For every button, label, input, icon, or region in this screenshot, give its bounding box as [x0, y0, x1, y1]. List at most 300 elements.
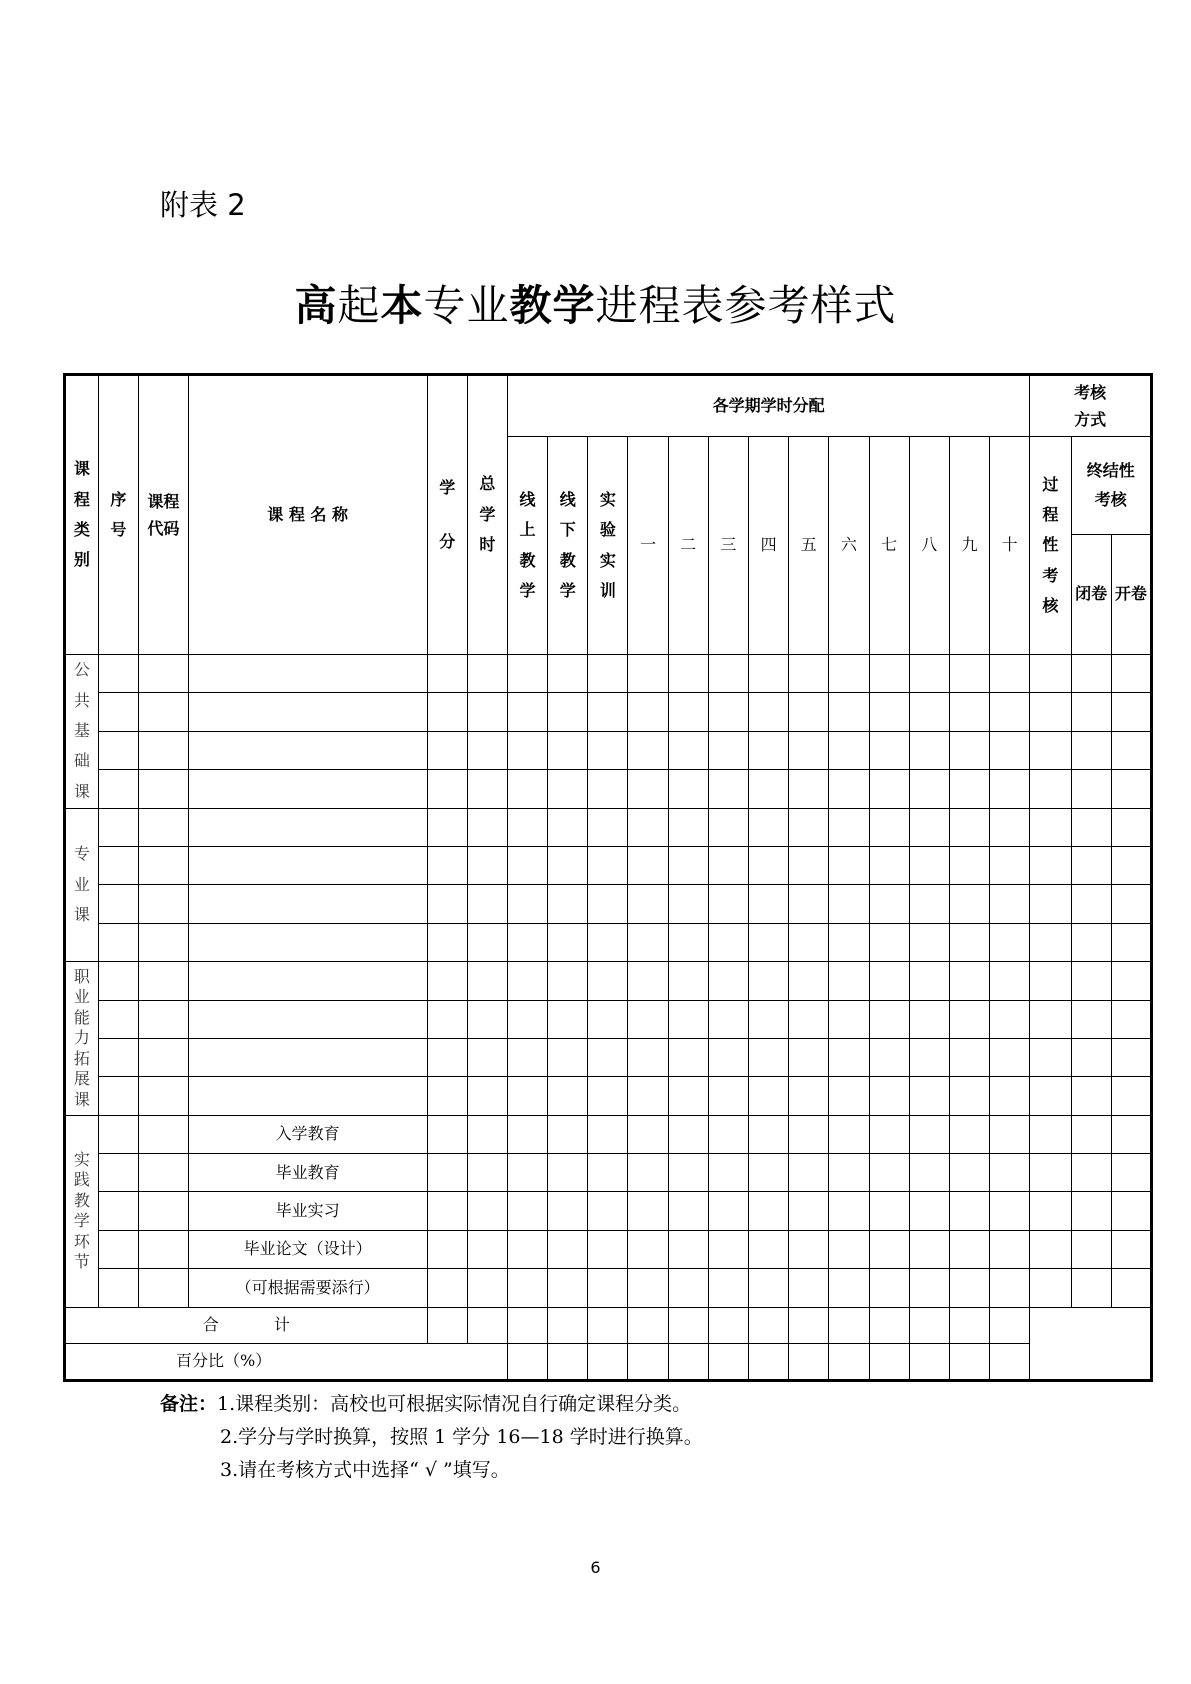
table-cell — [548, 1154, 588, 1192]
table-cell — [467, 1000, 507, 1038]
table-cell — [1071, 1154, 1111, 1192]
table-cell — [139, 1154, 189, 1192]
table-cell — [548, 962, 588, 1000]
table-cell — [507, 808, 547, 846]
table-cell — [588, 693, 628, 731]
table-cell — [139, 731, 189, 769]
table-cell — [1030, 962, 1071, 1000]
table-cell — [1111, 923, 1151, 961]
table-cell — [949, 846, 989, 884]
table-cell — [507, 1000, 547, 1038]
table-cell — [588, 1038, 628, 1076]
table-cell — [98, 655, 138, 693]
table-row — [65, 808, 1152, 846]
table-cell — [990, 1077, 1030, 1115]
table-cell — [829, 1038, 869, 1076]
table-cell — [139, 846, 189, 884]
table-cell — [588, 1343, 628, 1380]
table-cell — [628, 808, 668, 846]
header-lab: 实验实训 — [588, 437, 628, 655]
table-cell — [628, 1000, 668, 1038]
table-cell — [139, 1192, 189, 1230]
table-cell — [990, 846, 1030, 884]
table-cell — [467, 808, 507, 846]
table-cell — [548, 693, 588, 731]
table-cell — [749, 962, 789, 1000]
header-open-book: 开卷 — [1111, 535, 1151, 655]
table-cell — [467, 1192, 507, 1230]
category-label: 公共基础课 — [65, 655, 99, 809]
table-row — [65, 1077, 1152, 1115]
header-assessment: 考核方式 — [1030, 375, 1152, 437]
table-cell — [708, 1307, 748, 1343]
table-cell — [467, 731, 507, 769]
course-name-cell: 毕业教育 — [188, 1154, 427, 1192]
table-cell — [749, 1307, 789, 1343]
table-cell — [548, 923, 588, 961]
page-number: 6 — [590, 1558, 601, 1577]
table-cell — [749, 808, 789, 846]
table-cell — [990, 1343, 1030, 1380]
table-cell — [869, 770, 909, 808]
table-cell — [708, 923, 748, 961]
table-cell — [588, 1192, 628, 1230]
category-label: 职业能力拓展课 — [65, 962, 99, 1116]
table-cell — [829, 1230, 869, 1268]
table-cell — [789, 731, 829, 769]
table-cell — [628, 1038, 668, 1076]
course-name-cell — [188, 923, 427, 961]
table-cell — [949, 1269, 989, 1307]
table-cell — [628, 1154, 668, 1192]
table-cell — [1030, 655, 1071, 693]
table-cell — [548, 655, 588, 693]
course-name-cell — [188, 962, 427, 1000]
table-cell — [588, 655, 628, 693]
total-label: 合 计 — [65, 1307, 428, 1343]
table-cell — [139, 770, 189, 808]
table-cell — [668, 1154, 708, 1192]
table-cell — [869, 655, 909, 693]
table-cell — [507, 1192, 547, 1230]
table-cell — [789, 1154, 829, 1192]
table-cell — [749, 770, 789, 808]
table-cell — [749, 846, 789, 884]
table-row — [65, 962, 1152, 1000]
table-cell — [869, 1077, 909, 1115]
header-semester: 八 — [909, 437, 949, 655]
table-cell — [98, 1154, 138, 1192]
table-cell — [427, 1269, 467, 1307]
table-cell — [909, 808, 949, 846]
table-cell — [98, 962, 138, 1000]
table-cell — [789, 808, 829, 846]
table-cell — [749, 731, 789, 769]
table-cell — [1111, 1038, 1151, 1076]
table-cell — [990, 1307, 1030, 1343]
table-cell — [829, 846, 869, 884]
table-cell — [1111, 1230, 1151, 1268]
table-cell — [1071, 1038, 1111, 1076]
table-cell — [869, 808, 909, 846]
title-part: 起 — [337, 281, 381, 330]
table-row — [65, 885, 1152, 923]
table-cell — [628, 655, 668, 693]
table-cell — [467, 1077, 507, 1115]
table-cell — [98, 1077, 138, 1115]
course-name-cell — [188, 693, 427, 731]
header-final-assessment: 终结性考核 — [1071, 437, 1152, 535]
table-cell — [668, 846, 708, 884]
table-cell — [139, 1115, 189, 1153]
table-cell — [98, 731, 138, 769]
table-cell — [829, 1307, 869, 1343]
table-cell — [829, 770, 869, 808]
table-cell — [1030, 1154, 1071, 1192]
table-cell — [1071, 693, 1111, 731]
table-cell — [990, 1000, 1030, 1038]
table-cell — [909, 655, 949, 693]
table-cell — [588, 1000, 628, 1038]
table-cell — [1111, 885, 1151, 923]
table-cell — [909, 1038, 949, 1076]
table-cell — [668, 1077, 708, 1115]
table-cell — [588, 808, 628, 846]
table-cell — [1030, 846, 1071, 884]
table-cell — [749, 1343, 789, 1380]
note-item: 1.课程类别：高校也可根据实际情况自行确定课程分类。 — [217, 1393, 692, 1415]
table-row — [65, 1230, 1152, 1268]
table-cell — [990, 1154, 1030, 1192]
header-online: 线上教学 — [507, 437, 547, 655]
category-label: 实践教学环节 — [65, 1115, 99, 1307]
course-name-cell — [188, 1000, 427, 1038]
header-category: 课程类别 — [65, 375, 99, 655]
header-semester: 三 — [708, 437, 748, 655]
table-cell — [1111, 962, 1151, 1000]
table-cell — [467, 923, 507, 961]
header-total-hours: 总学时 — [467, 375, 507, 655]
course-name-cell — [188, 808, 427, 846]
table-cell — [829, 885, 869, 923]
table-cell — [98, 1192, 138, 1230]
table-cell — [990, 923, 1030, 961]
table-cell — [427, 1154, 467, 1192]
table-cell — [869, 1343, 909, 1380]
table-cell — [949, 1343, 989, 1380]
table-cell — [708, 1343, 748, 1380]
table-cell — [990, 1269, 1030, 1307]
page-title — [0, 273, 1191, 333]
table-cell — [588, 1307, 628, 1343]
table-cell — [1111, 1154, 1151, 1192]
table-cell — [588, 885, 628, 923]
table-cell — [467, 846, 507, 884]
table-row — [65, 1038, 1152, 1076]
table-cell — [98, 693, 138, 731]
table-cell — [427, 923, 467, 961]
table-cell — [628, 693, 668, 731]
table-cell — [1111, 693, 1151, 731]
table-cell — [708, 1192, 748, 1230]
table-cell — [588, 1115, 628, 1153]
table-cell — [139, 962, 189, 1000]
notes-label: 备注： — [160, 1393, 218, 1415]
table-cell — [98, 846, 138, 884]
table-cell — [949, 731, 989, 769]
course-name-cell — [188, 731, 427, 769]
table-cell — [949, 1307, 989, 1343]
table-cell — [427, 1115, 467, 1153]
table-cell — [1111, 846, 1151, 884]
table-cell — [909, 693, 949, 731]
table-cell — [789, 885, 829, 923]
table-cell — [628, 1115, 668, 1153]
table-cell — [427, 846, 467, 884]
table-cell — [628, 885, 668, 923]
header-semester: 四 — [749, 437, 789, 655]
table-cell — [588, 1077, 628, 1115]
table-cell — [668, 1192, 708, 1230]
table-cell — [139, 808, 189, 846]
table-cell — [949, 1154, 989, 1192]
course-name-cell — [188, 846, 427, 884]
table-cell — [467, 1230, 507, 1268]
table-cell — [909, 770, 949, 808]
total-row — [65, 1307, 1152, 1343]
table-cell — [668, 693, 708, 731]
table-cell — [548, 1077, 588, 1115]
table-cell — [507, 1154, 547, 1192]
table-cell — [668, 1269, 708, 1307]
header-code: 课程代码 — [139, 375, 189, 655]
table-cell — [628, 1307, 668, 1343]
header-semester: 五 — [789, 437, 829, 655]
table-cell — [139, 1230, 189, 1268]
table-cell — [990, 1115, 1030, 1153]
table-cell — [909, 1230, 949, 1268]
table-cell — [829, 1154, 869, 1192]
header-closed-book: 闭卷 — [1071, 535, 1111, 655]
table-cell — [869, 846, 909, 884]
table-cell — [789, 1307, 829, 1343]
table-row — [65, 770, 1152, 808]
table-cell — [909, 1307, 949, 1343]
table-row — [65, 655, 1152, 693]
table-cell — [949, 1230, 989, 1268]
table-cell — [427, 885, 467, 923]
table-cell — [1071, 808, 1111, 846]
table-cell — [990, 693, 1030, 731]
teaching-plan-table — [63, 373, 1153, 1382]
table-cell — [588, 846, 628, 884]
table-cell — [588, 1230, 628, 1268]
table-cell — [708, 808, 748, 846]
table-cell — [98, 1230, 138, 1268]
table-cell — [869, 1269, 909, 1307]
header-semester: 六 — [829, 437, 869, 655]
table-cell — [467, 1115, 507, 1153]
table-cell — [507, 1343, 547, 1380]
table-cell — [708, 1115, 748, 1153]
table-cell — [869, 923, 909, 961]
course-name-cell: 毕业实习 — [188, 1192, 427, 1230]
table-cell — [588, 1269, 628, 1307]
table-cell — [1111, 770, 1151, 808]
table-cell — [749, 1000, 789, 1038]
table-cell — [427, 962, 467, 1000]
table-cell — [829, 693, 869, 731]
percent-label: 百分比（%） — [65, 1343, 508, 1380]
table-cell — [467, 655, 507, 693]
table-cell — [1111, 808, 1151, 846]
table-cell — [1030, 731, 1071, 769]
table-cell — [789, 1343, 829, 1380]
table-cell — [708, 885, 748, 923]
course-name-cell — [188, 655, 427, 693]
table-row — [65, 1000, 1152, 1038]
table-cell — [139, 655, 189, 693]
table-cell — [427, 1077, 467, 1115]
table-cell — [949, 885, 989, 923]
table-cell — [708, 1230, 748, 1268]
table-cell — [909, 1343, 949, 1380]
table-cell — [909, 846, 949, 884]
header-semester: 一 — [628, 437, 668, 655]
table-cell — [98, 1269, 138, 1307]
table-cell — [548, 1343, 588, 1380]
table-cell — [139, 1077, 189, 1115]
table-cell — [507, 885, 547, 923]
table-cell — [427, 1230, 467, 1268]
table-cell — [1071, 1230, 1111, 1268]
table-cell — [708, 693, 748, 731]
table-cell — [628, 731, 668, 769]
table-cell — [789, 923, 829, 961]
table-cell — [548, 1115, 588, 1153]
table-cell — [789, 1000, 829, 1038]
table-cell — [909, 1077, 949, 1115]
table-cell — [668, 962, 708, 1000]
table-cell — [829, 655, 869, 693]
table-cell — [829, 1000, 869, 1038]
table-cell — [139, 1038, 189, 1076]
table-cell — [507, 1038, 547, 1076]
table-cell — [668, 1343, 708, 1380]
table-cell — [507, 923, 547, 961]
table-cell — [749, 885, 789, 923]
course-name-cell: 毕业论文（设计） — [188, 1230, 427, 1268]
table-cell — [427, 808, 467, 846]
header-seq: 序号 — [98, 375, 138, 655]
table-cell — [98, 923, 138, 961]
table-cell — [749, 1115, 789, 1153]
table-row — [65, 1269, 1152, 1307]
table-cell — [427, 1192, 467, 1230]
table-cell — [708, 1269, 748, 1307]
table-cell — [909, 1154, 949, 1192]
table-cell — [789, 1192, 829, 1230]
table-cell — [990, 655, 1030, 693]
table-cell — [1030, 693, 1071, 731]
header-semester: 二 — [668, 437, 708, 655]
table-cell — [548, 731, 588, 769]
table-cell — [909, 1269, 949, 1307]
table-cell — [869, 885, 909, 923]
title-part: 专业 — [423, 281, 510, 330]
table-cell — [829, 1269, 869, 1307]
table-cell — [1030, 1077, 1071, 1115]
table-cell — [427, 1307, 467, 1343]
table-cell — [789, 655, 829, 693]
table-cell — [789, 693, 829, 731]
table-cell — [467, 693, 507, 731]
table-cell — [427, 1038, 467, 1076]
course-name-cell — [188, 1038, 427, 1076]
table-cell — [628, 1230, 668, 1268]
table-cell — [467, 1307, 507, 1343]
table-cell — [467, 770, 507, 808]
table-cell — [789, 1077, 829, 1115]
table-cell — [467, 885, 507, 923]
table-cell — [749, 923, 789, 961]
table-cell — [98, 885, 138, 923]
table-cell — [708, 770, 748, 808]
course-name-cell — [188, 885, 427, 923]
table-cell — [708, 846, 748, 884]
table-cell — [548, 808, 588, 846]
table-cell — [1071, 655, 1111, 693]
table-cell — [628, 923, 668, 961]
table-cell — [548, 1230, 588, 1268]
table-cell — [548, 846, 588, 884]
header-process-assessment: 过程性考核 — [1030, 437, 1071, 655]
table-cell — [990, 1192, 1030, 1230]
course-name-cell — [188, 1077, 427, 1115]
table-cell — [1071, 770, 1111, 808]
table-cell — [1111, 1192, 1151, 1230]
table-cell — [829, 1192, 869, 1230]
table-cell — [1111, 1269, 1151, 1307]
table-cell — [1071, 731, 1111, 769]
table-cell — [668, 885, 708, 923]
table-cell — [708, 1077, 748, 1115]
table-cell — [909, 923, 949, 961]
percent-row — [65, 1343, 1152, 1380]
table-cell — [909, 1115, 949, 1153]
table-row — [65, 1192, 1152, 1230]
course-name-cell: 入学教育 — [188, 1115, 427, 1153]
table-cell — [749, 1154, 789, 1192]
table-cell — [1030, 1269, 1071, 1307]
table-cell — [869, 962, 909, 1000]
table-cell — [829, 1115, 869, 1153]
table-cell — [829, 1077, 869, 1115]
table-cell — [628, 1269, 668, 1307]
table-cell — [949, 1192, 989, 1230]
title-part: 教学 — [509, 281, 596, 330]
header-semester: 七 — [869, 437, 909, 655]
table-cell — [749, 655, 789, 693]
table-cell — [708, 962, 748, 1000]
title-part: 本 — [380, 281, 424, 330]
table-cell — [98, 770, 138, 808]
table-cell — [949, 770, 989, 808]
table-cell — [1030, 923, 1071, 961]
table-cell — [1071, 885, 1111, 923]
table-cell — [139, 923, 189, 961]
table-cell — [789, 1230, 829, 1268]
